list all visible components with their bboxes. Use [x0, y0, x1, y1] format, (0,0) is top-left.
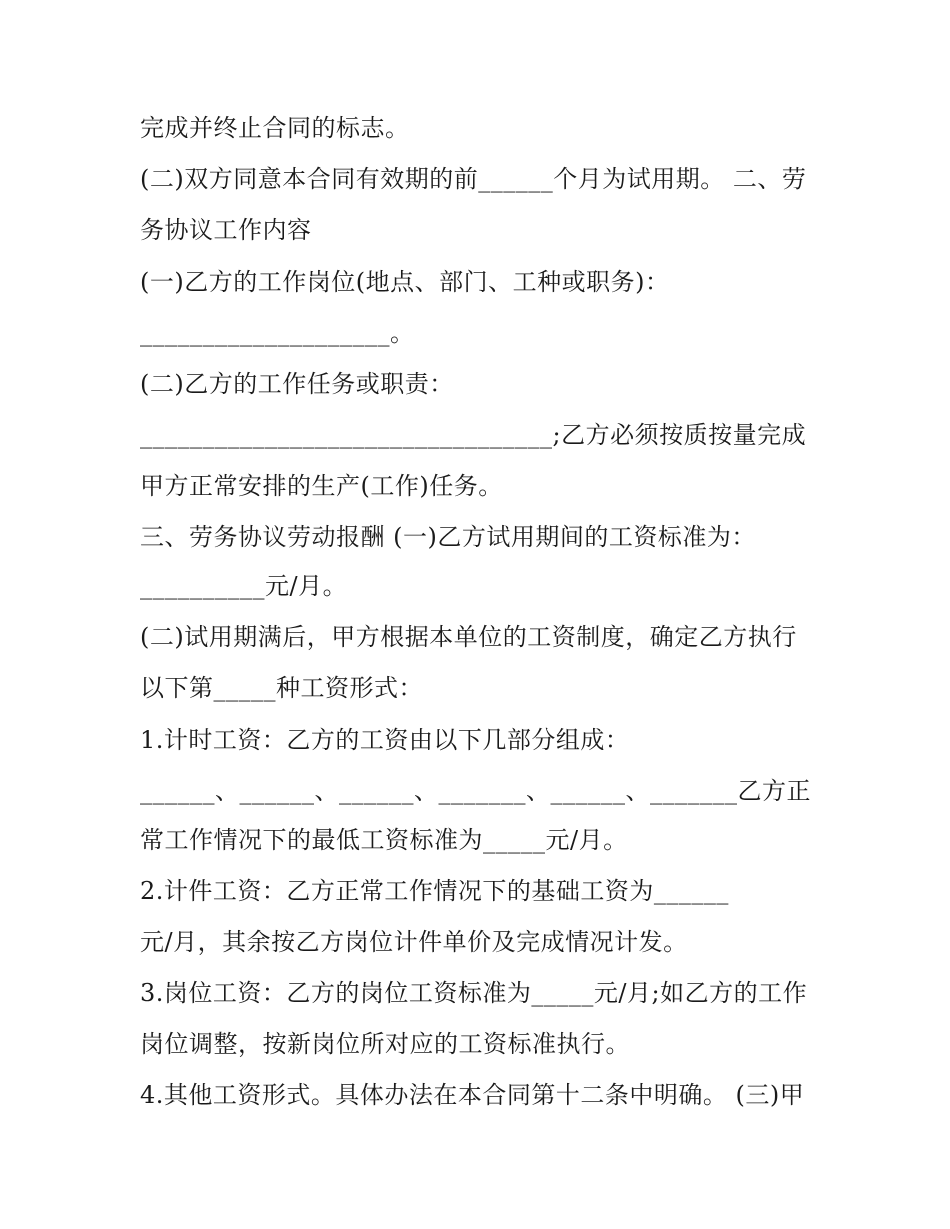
text-line: __________元/月。	[140, 572, 348, 600]
text-line: 3.岗位工资：乙方的岗位工资标准为_____元/月;如乙方的工作	[140, 979, 808, 1007]
text-line: 三、劳务协议劳动报酬 (一)乙方试用期间的工资标准为：	[140, 523, 756, 551]
text-line: 岗位调整，按新岗位所对应的工资标准执行。	[140, 1030, 630, 1058]
text-line: 2.计件工资：乙方正常工作情况下的基础工资为______	[140, 877, 729, 905]
text-line: _________________________________;乙方必须按质按量完成	[140, 421, 807, 449]
text-line: (二)乙方的工作任务或职责：	[140, 370, 454, 398]
text-line: 务协议工作内容	[140, 216, 312, 244]
text-line: ______、______、______、_______、______、_______乙方正	[140, 777, 811, 805]
text-line: (一)乙方的工作岗位(地点、部门、工种或职务)：	[140, 268, 670, 296]
text-line: 4.其他工资形式。具体办法在本合同第十二条中明确。 (三)甲	[140, 1081, 805, 1109]
text-line: ____________________。	[140, 319, 415, 347]
text-line: 1.计时工资：乙方的工资由以下几部分组成：	[140, 726, 630, 754]
text-line: (二)试用期满后，甲方根据本单位的工资制度，确定乙方执行	[140, 623, 797, 651]
text-line: 甲方正常安排的生产(工作)任务。	[140, 472, 503, 500]
text-line: 常工作情况下的最低工资标准为_____元/月。	[140, 826, 628, 854]
text-line: (二)双方同意本合同有效期的前______个月为试用期。 二、劳	[140, 165, 807, 193]
text-line: 以下第_____种工资形式：	[140, 674, 423, 702]
text-line: 元/月，其余按乙方岗位计件单价及完成情况计发。	[140, 928, 688, 956]
text-line: 完成并终止合同的标志。	[140, 114, 410, 142]
